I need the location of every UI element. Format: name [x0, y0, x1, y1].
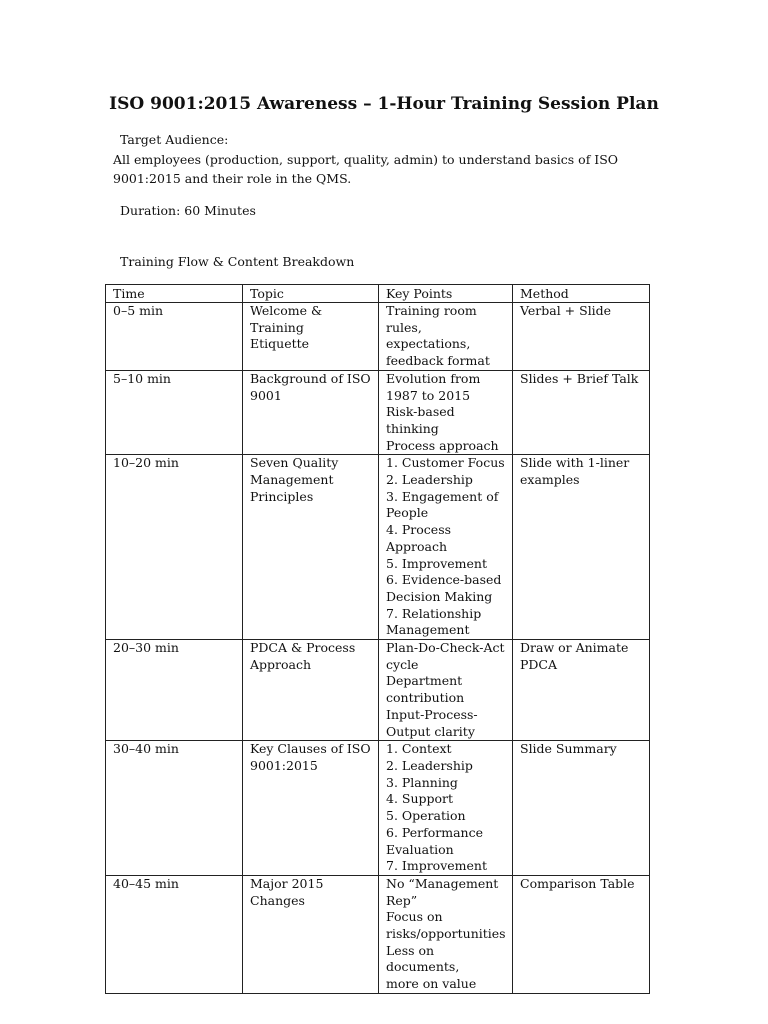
cell-key-points-line: Evaluation [386, 841, 454, 857]
cell-topic [243, 370, 379, 455]
cell-key-points-line: Input-Process- [386, 706, 478, 722]
cell-method-line: Comparison Table [520, 875, 635, 891]
cell-time-text: 10–20 min [113, 455, 179, 471]
cell-key-points-line: 1. Customer Focus [386, 455, 505, 471]
cell-time-text: 40–45 min [113, 875, 179, 891]
cell-key-points-line: risks/opportunities [386, 926, 506, 942]
cell-time [106, 875, 243, 993]
cell-key-points-line: Evolution from [386, 370, 481, 386]
cell-time [106, 741, 243, 876]
cell-key-points-line: 7. Relationship [386, 605, 482, 621]
cell-key-points [379, 303, 513, 371]
cell-time [106, 640, 243, 741]
header-method: Method [513, 285, 650, 303]
duration-text: Duration: 60 Minutes [120, 203, 256, 218]
table-row [106, 741, 650, 876]
cell-key-points-line: Training room rules, [386, 303, 477, 335]
cell-key-points-line: expectations, [386, 336, 471, 352]
cell-topic-line: Approach [250, 656, 312, 672]
table-row [106, 875, 650, 993]
cell-key-points-line: 6. Evidence-based [386, 572, 502, 588]
cell-topic-line: PDCA & Process [250, 640, 356, 656]
cell-key-points-line: Decision Making [386, 588, 493, 604]
cell-key-points-line: No “Management [386, 875, 499, 891]
cell-method-line: Verbal + Slide [520, 303, 612, 318]
cell-key-points-line: 1987 to 2015 [386, 387, 471, 403]
cell-method [513, 640, 650, 741]
target-audience-text: All employees (production, support, quality, admin) to understand basics of ISO 9001:2015 and their role in the QMS. [113, 152, 619, 186]
page-title: ISO 9001:2015 Awareness – 1-Hour Training Session Plan [109, 94, 659, 114]
cell-topic-line: 9001 [250, 387, 282, 403]
cell-topic [243, 875, 379, 993]
cell-key-points-line: Management [386, 622, 470, 638]
cell-key-points-line: Plan-Do-Check-Act [386, 640, 505, 656]
cell-key-points-line: 6. Performance [386, 824, 484, 840]
cell-method [513, 370, 650, 455]
cell-key-points-line: Process approach [386, 437, 499, 453]
cell-key-points-line: 2. Leadership [386, 757, 473, 773]
cell-key-points-line: 7. Improvement [386, 858, 487, 874]
table-row [106, 303, 650, 371]
cell-topic-line: Etiquette [250, 336, 310, 352]
cell-key-points-line: Risk-based thinking [386, 404, 455, 436]
cell-method-line: PDCA [520, 656, 558, 672]
cell-key-points-line: feedback format [386, 353, 490, 369]
cell-method-line: Draw or Animate [520, 640, 629, 656]
cell-topic [243, 303, 379, 371]
cell-method-line: Slides + Brief Talk [520, 370, 639, 386]
cell-topic-line: Principles [250, 488, 314, 504]
cell-key-points-line: more on value [386, 976, 477, 992]
cell-topic-line: Key Clauses of ISO [250, 741, 371, 757]
cell-topic-line: Welcome & Training [250, 303, 323, 335]
cell-key-points [379, 370, 513, 455]
table-row [106, 640, 650, 741]
cell-key-points-line: 4. Process Approach [386, 522, 452, 554]
cell-topic [243, 455, 379, 640]
training-plan-table [105, 284, 650, 994]
table-row [106, 455, 650, 640]
cell-method [513, 875, 650, 993]
cell-time-text: 5–10 min [113, 370, 171, 386]
cell-key-points-line: 2. Leadership [386, 472, 473, 488]
cell-key-points-line: Rep” [386, 892, 418, 908]
cell-key-points-line: 1. Context [386, 741, 452, 757]
cell-key-points-line: Focus on [386, 909, 443, 925]
table-header-row [106, 285, 650, 303]
cell-method [513, 741, 650, 876]
cell-key-points [379, 875, 513, 993]
cell-key-points-line: 4. Support [386, 791, 454, 807]
cell-topic-line: Management [250, 472, 334, 488]
header-topic: Topic [243, 285, 379, 303]
cell-time-text: 20–30 min [113, 640, 179, 656]
cell-topic [243, 741, 379, 876]
cell-key-points-line: contribution [386, 690, 465, 706]
table-body [106, 303, 650, 994]
header-key-points: Key Points [379, 285, 513, 303]
cell-key-points-line: 5. Operation [386, 808, 466, 824]
target-audience-label: Target Audience: [120, 132, 229, 147]
cell-key-points-line: 3. Engagement of [386, 488, 499, 504]
cell-key-points-line: Output clarity [386, 723, 475, 739]
cell-method [513, 455, 650, 640]
cell-key-points-line: People [386, 505, 429, 521]
cell-time-text: 30–40 min [113, 741, 179, 757]
cell-key-points-line: 5. Improvement [386, 555, 487, 571]
cell-topic-line: Major 2015 Changes [250, 875, 324, 908]
cell-method-line: examples [520, 472, 580, 488]
cell-method [513, 303, 650, 371]
cell-key-points [379, 741, 513, 876]
training-flow-heading: Training Flow & Content Breakdown [120, 254, 355, 269]
cell-key-points-line: cycle [386, 656, 419, 672]
cell-time-text: 0–5 min [113, 303, 164, 318]
cell-key-points-line: Less on documents, [386, 942, 460, 975]
header-time: Time [106, 285, 243, 303]
cell-topic-line: Seven Quality [250, 455, 339, 471]
cell-time [106, 455, 243, 640]
cell-topic-line: Background of ISO [250, 370, 371, 386]
cell-time [106, 303, 243, 371]
cell-time [106, 370, 243, 455]
cell-topic [243, 640, 379, 741]
cell-key-points-line: Department [386, 673, 463, 689]
cell-method-line: Slide Summary [520, 741, 617, 757]
cell-key-points [379, 455, 513, 640]
cell-key-points-line: 3. Planning [386, 774, 458, 790]
table-row [106, 370, 650, 455]
cell-key-points [379, 640, 513, 741]
cell-method-line: Slide with 1-liner [520, 455, 630, 471]
cell-topic-line: 9001:2015 [250, 757, 318, 773]
